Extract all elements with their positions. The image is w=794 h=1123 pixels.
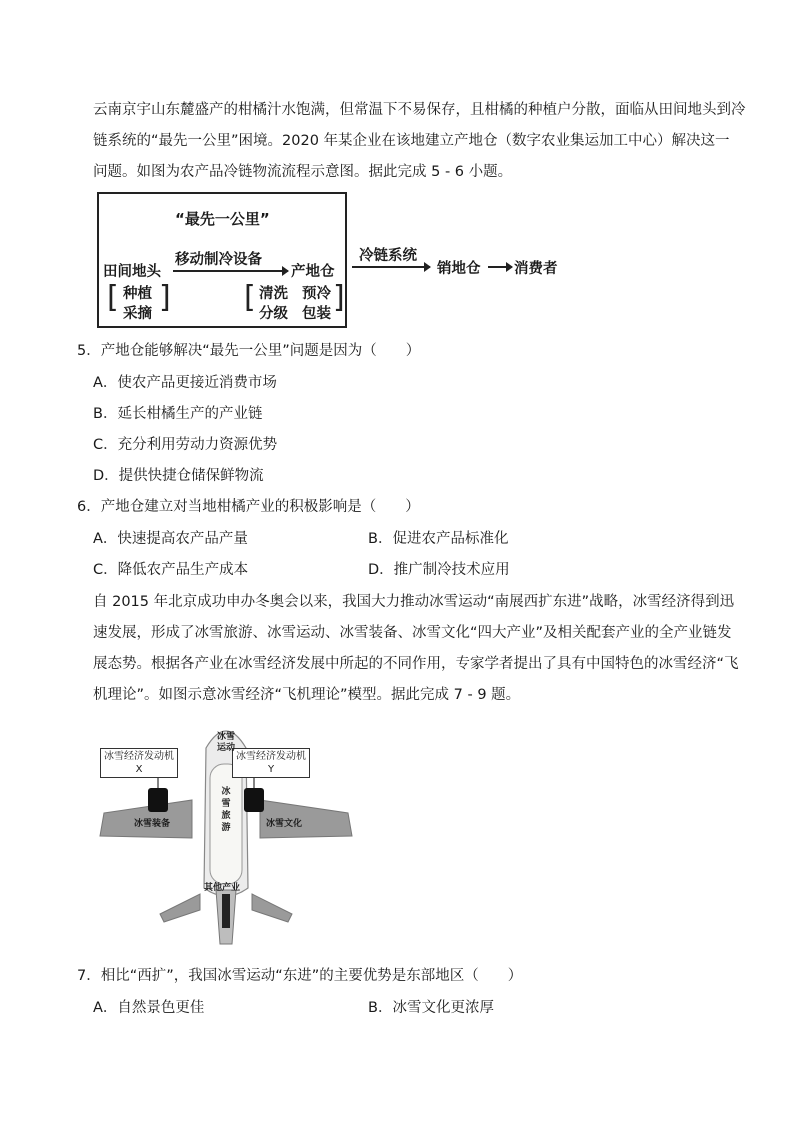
intro2-line-3: 展态势。根据各产业在冰雪经济发展中所起的不同作用，专家学者提出了具有中国特色的冰雪经济“飞	[93, 656, 739, 672]
flowchart-consumer: 消费者	[514, 261, 558, 277]
flowchart-field-sub-2: 采摘	[123, 306, 152, 322]
q7-stem: 7．相比“西扩”，我国冰雪运动“东进”的主要优势是东部地区（ ）	[77, 968, 523, 984]
cold-chain-flowchart-box	[97, 192, 347, 328]
q5-option-a[interactable]: A．使农产品更接近消费市场	[93, 375, 277, 391]
right-wing-label: 冰雪文化	[266, 819, 303, 829]
engine-y-label	[232, 748, 310, 778]
ice-snow-airplane-model	[96, 718, 356, 950]
engine-y-label-line-2: Y	[267, 764, 275, 775]
flowchart-origin-warehouse: 产地仓	[291, 264, 335, 280]
q5-option-c[interactable]: C．充分利用劳动力资源优势	[93, 437, 278, 453]
right-bracket-1: ]	[159, 280, 171, 315]
engine-x-label-line-2: X	[135, 764, 143, 775]
left-bracket-2: [	[244, 280, 256, 315]
q6-option-c[interactable]: C．降低农产品生产成本	[93, 562, 249, 578]
engine-y	[244, 788, 264, 812]
q7-option-a[interactable]: A．自然景色更佳	[93, 1000, 205, 1016]
tail-label: 其他产业	[204, 883, 241, 893]
q5-option-b[interactable]: B．延长柑橘生产的产业链	[93, 406, 263, 422]
flowchart-origin-sub-1: 清洗	[259, 286, 288, 302]
q7-option-b[interactable]: B．冰雪文化更浓厚	[368, 1000, 494, 1016]
flowchart-field-sub-1: 种植	[123, 286, 152, 302]
right-tail-wing	[252, 894, 292, 922]
flowchart-field: 田间地头	[103, 264, 161, 280]
q6-stem: 6．产地仓建立对当地柑橘产业的积极影响是（ ）	[77, 499, 420, 515]
flowchart-arrow-2	[352, 266, 430, 268]
left-wing-label: 冰雪装备	[134, 819, 171, 829]
q5-option-d[interactable]: D．提供快捷仓储保鲜物流	[93, 468, 264, 484]
flowchart-arrow-3	[488, 266, 512, 268]
tail-fin	[222, 894, 230, 928]
engine-x-label	[100, 748, 178, 778]
flowchart-arrow-1	[173, 270, 288, 272]
flowchart-sales-warehouse: 销地仓	[437, 261, 481, 277]
left-tail-wing	[160, 894, 200, 922]
flowchart-origin-sub-4: 包装	[302, 306, 331, 322]
flowchart-origin-sub-3: 分级	[259, 306, 288, 322]
flowchart-device: 移动制冷设备	[175, 252, 262, 268]
flowchart-cold-chain: 冷链系统	[359, 248, 417, 264]
engine-y-label-line-1: 冰雪经济发动机	[236, 751, 306, 762]
engine-x	[148, 788, 168, 812]
left-bracket-1: [	[107, 280, 119, 315]
flowchart-origin-sub-2: 预冷	[302, 286, 331, 302]
q6-option-b[interactable]: B．促进农产品标准化	[368, 531, 509, 547]
flowchart-title: “最先一公里”	[175, 210, 270, 228]
q5-stem: 5．产地仓能够解决“最先一公里”问题是因为（ ）	[77, 343, 421, 359]
engine-x-label-line-1: 冰雪经济发动机	[104, 751, 174, 762]
intro1-line-1: 云南京宇山东麓盛产的柑橘汁水饱满，但常温下不易保存，且柑橘的种植户分散，面临从田间地头到冷	[93, 102, 746, 118]
intro1-line-3: 问题。如图为农产品冷链物流流程示意图。据此完成 5 - 6 小题。	[93, 164, 513, 180]
q6-option-d[interactable]: D．推广制冷技术应用	[368, 562, 510, 578]
intro2-line-2: 速发展，形成了冰雪旅游、冰雪运动、冰雪装备、冰雪文化“四大产业”及相关配套产业的全产业链发	[93, 625, 732, 641]
q6-option-a[interactable]: A．快速提高农产品产量	[93, 531, 248, 547]
intro2-line-1: 自 2015 年北京成功申办冬奥会以来，我国大力推动冰雪运动“南展西扩东进”战略，冰雪经济得到迅	[93, 594, 735, 610]
right-bracket-2: ]	[333, 280, 345, 315]
body-label: 冰 雪 旅 游	[221, 787, 231, 833]
intro2-line-4: 机理论”。如图示意冰雪经济“飞机理论”模型。据此完成 7 - 9 题。	[93, 687, 521, 703]
intro1-line-2: 链系统的“最先一公里”困境。2020 年某企业在该地建立产地仓（数字农业集运加工中心）解决这一	[93, 133, 730, 149]
nose-label: 冰雪 运动	[217, 732, 236, 753]
